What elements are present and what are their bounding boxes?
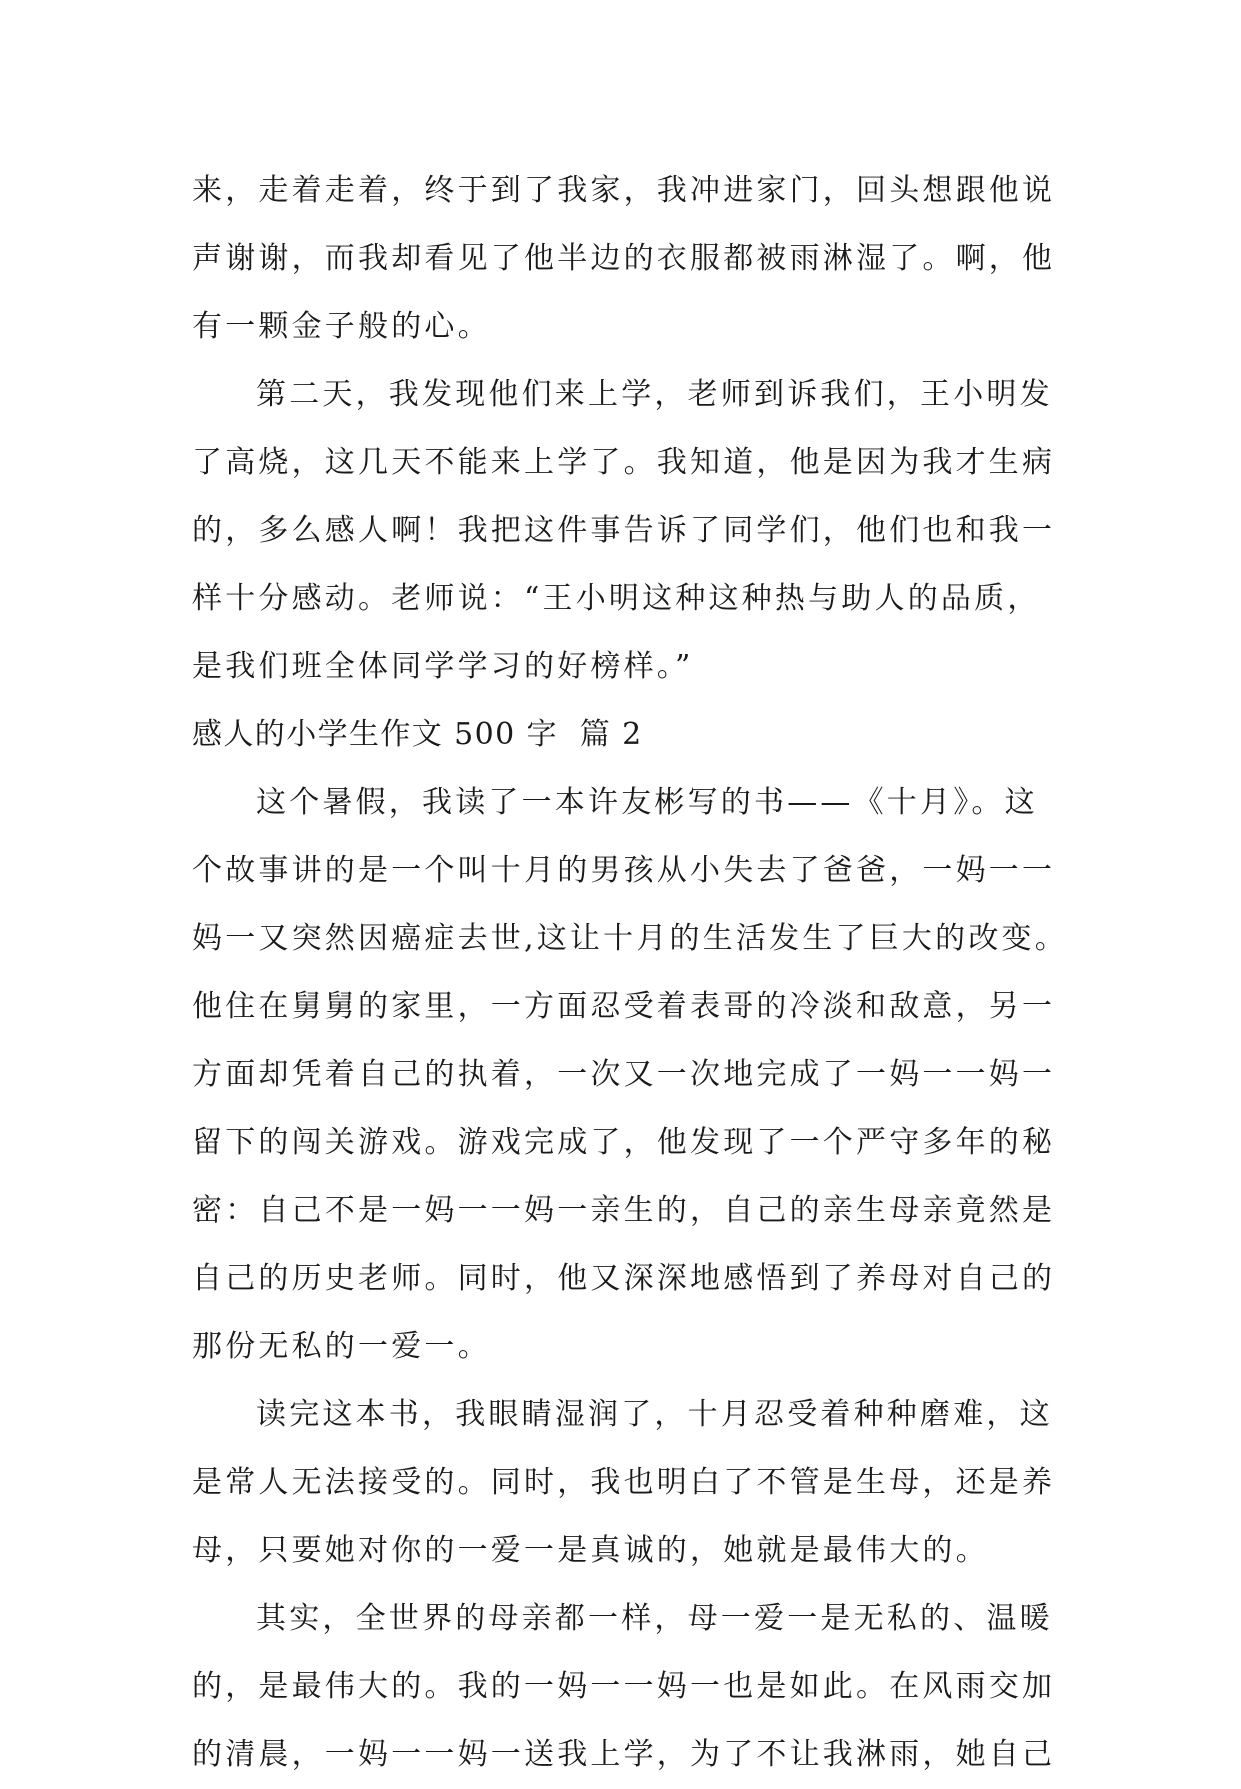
- text-line: 母，只要她对你的一爱一是真诚的，她就是最伟大的。: [192, 1533, 989, 1568]
- text-line: 第二天，我发现他们来上学，老师到诉我们，王小明发: [256, 377, 1053, 412]
- document-body: [192, 157, 1068, 1789]
- text-line: 他住在舅舅的家里，一方面忍受着表哥的冷淡和敌意，另一: [192, 989, 1056, 1024]
- text-line: 自己的历史老师。同时，他又深深地感悟到了养母对自己的: [192, 1261, 1056, 1296]
- text-line: 是我们班全体同学学习的好榜样。”: [192, 649, 694, 684]
- text-line: 的，多么感人啊！我把这件事告诉了同学们，他们也和我一: [192, 513, 1056, 548]
- text-line: 留下的闯关游戏。游戏完成了，他发现了一个严守多年的秘: [192, 1125, 1056, 1160]
- text-line: 妈一又突然因癌症去世,这让十月的生活发生了巨大的改变。: [192, 921, 1068, 956]
- text-line: 了高烧，这几天不能来上学了。我知道，他是因为我才生病: [192, 445, 1056, 480]
- text-line: 其实，全世界的母亲都一样，母一爱一是无私的、温暖: [256, 1601, 1053, 1636]
- text-line: 个故事讲的是一个叫十月的男孩从小失去了爸爸，一妈一一: [192, 853, 1056, 888]
- text-line: 这个暑假，我读了一本许友彬写的书——《十月》。这: [256, 785, 1038, 820]
- text-line: 声谢谢，而我却看见了他半边的衣服都被雨淋湿了。啊，他: [192, 241, 1056, 276]
- text-line: 的清晨，一妈一一妈一送我上学，为了不让我淋雨，她自己: [192, 1737, 1056, 1772]
- section-heading: 感人的小学生作文 500 字 篇 2: [192, 717, 643, 752]
- text-line: 是常人无法接受的。同时，我也明白了不管是生母，还是养: [192, 1465, 1056, 1500]
- text-line: 的，是最伟大的。我的一妈一一妈一也是如此。在风雨交加: [192, 1669, 1056, 1704]
- text-line: 密：自己不是一妈一一妈一亲生的，自己的亲生母亲竟然是: [192, 1193, 1056, 1228]
- text-line: 方面却凭着自己的执着，一次又一次地完成了一妈一一妈一: [192, 1057, 1056, 1092]
- text-line: 有一颗金子般的心。: [192, 309, 491, 344]
- text-line: 样十分感动。老师说：“王小明这种这种热与助人的品质，: [192, 581, 1041, 616]
- text-line: 读完这本书，我眼睛湿润了，十月忍受着种种磨难，这: [256, 1397, 1053, 1432]
- text-line: 那份无私的一爱一。: [192, 1329, 491, 1364]
- text-line: 来，走着走着，终于到了我家，我冲进家门，回头想跟他说: [192, 173, 1056, 208]
